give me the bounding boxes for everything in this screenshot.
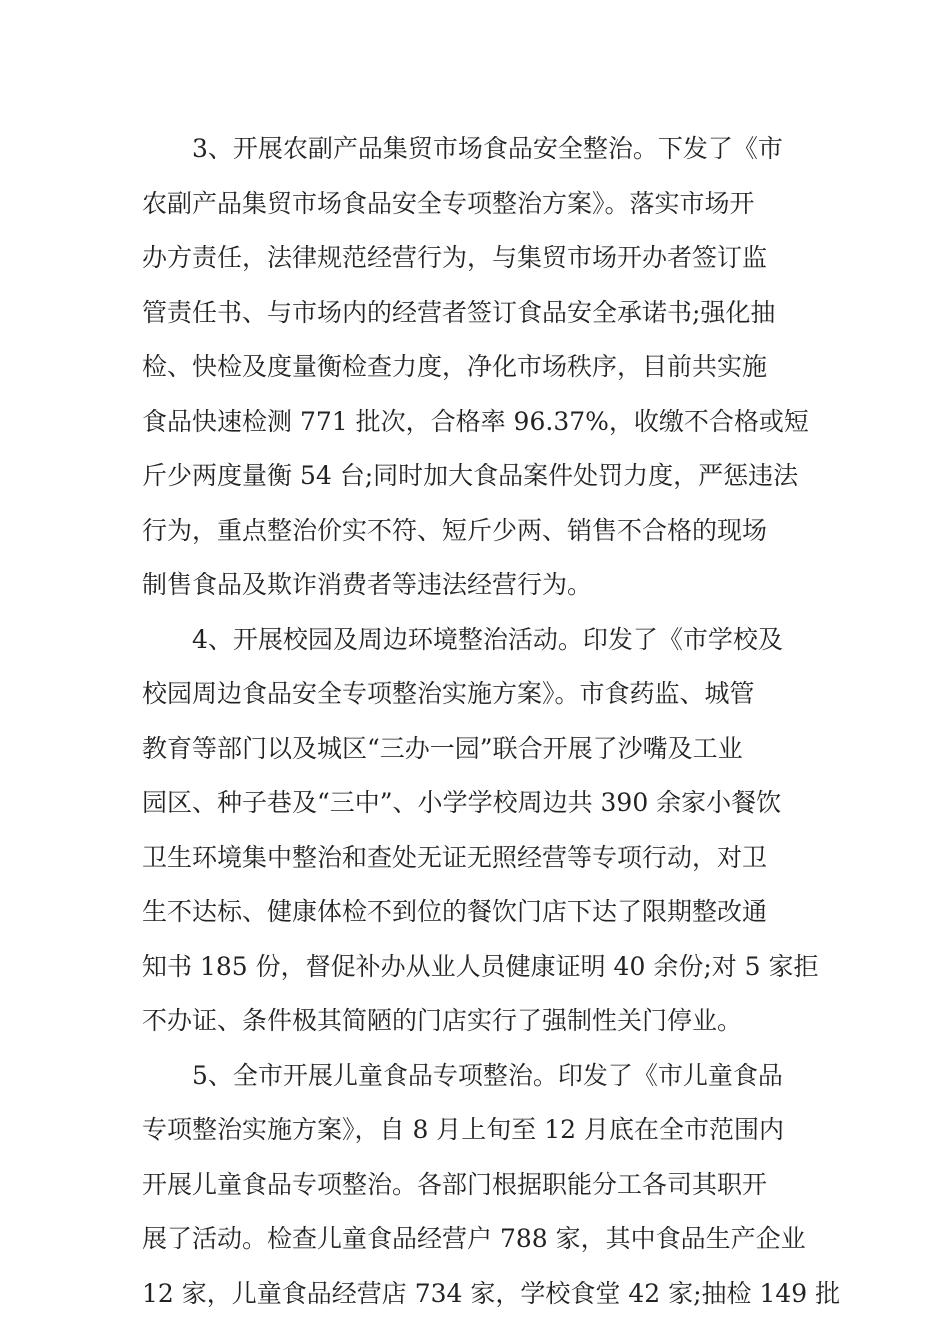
text-line: 办方责任，法律规范经营行为，与集贸市场开办者签订监 — [142, 243, 768, 272]
paragraph-3-market-rectification — [142, 122, 810, 613]
text-line: 园区、种子巷及“三中”、小学学校周边共 390 余家小餐饮 — [142, 788, 782, 817]
text-line: 制售食品及欺诈消费者等违法经营行为。 — [142, 570, 593, 599]
text-line: 不办证、条件极其简陋的门店实行了强制性关门停业。 — [142, 1006, 743, 1035]
text-line: 斤少两度量衡 54 台;同时加大食品案件处罚力度，严惩违法 — [142, 461, 799, 490]
text-line: 教育等部门以及城区“三办一园”联合开展了沙嘴及工业 — [142, 733, 743, 763]
text-line: 生不达标、健康体检不到位的餐饮门店下达了限期整改通 — [142, 897, 768, 926]
text-line: 行为，重点整治价实不符、短斤少两、销售不合格的现场 — [142, 515, 768, 545]
text-line: 知书 185 份，督促补办从业人员健康证明 40 余份;对 5 家拒 — [142, 951, 819, 981]
text-line: 卫生环境集中整治和查处无证无照经营等专项行动，对卫 — [142, 842, 768, 872]
document-body — [142, 122, 841, 1321]
paragraph-4-campus-rectification — [142, 613, 819, 1049]
text-line: 3、开展农副产品集贸市场食品安全整治。下发了《市 — [192, 134, 783, 163]
text-line: 农副产品集贸市场食品安全专项整治方案》。落实市场开 — [142, 188, 755, 218]
text-line: 专项整治实施方案》，自 8 月上旬至 12 月底在全市范围内 — [142, 1115, 785, 1144]
paragraph-5-children-food-rectification — [142, 1049, 841, 1322]
text-line: 12 家，儿童食品经营店 734 家，学校食堂 42 家;抽检 149 批 — [142, 1278, 841, 1308]
text-line: 食品快速检测 771 批次，合格率 96.37%，收缴不合格或短 — [142, 406, 809, 436]
text-line: 管责任书、与市场内的经营者签订食品安全承诺书;强化抽 — [142, 297, 776, 327]
text-line: 展了活动。检查儿童食品经营户 788 家，其中食品生产企业 — [142, 1224, 806, 1253]
text-line: 4、开展校园及周边环境整治活动。印发了《市学校及 — [192, 624, 783, 654]
text-line: 开展儿童食品专项整治。各部门根据职能分工各司其职开 — [142, 1169, 768, 1199]
text-line: 校园周边食品安全专项整治实施方案》。市食药监、城管 — [142, 679, 755, 708]
text-line: 5、全市开展儿童食品专项整治。印发了《市儿童食品 — [192, 1060, 783, 1090]
text-line: 检、快检及度量衡检查力度，净化市场秩序，目前共实施 — [142, 352, 768, 381]
